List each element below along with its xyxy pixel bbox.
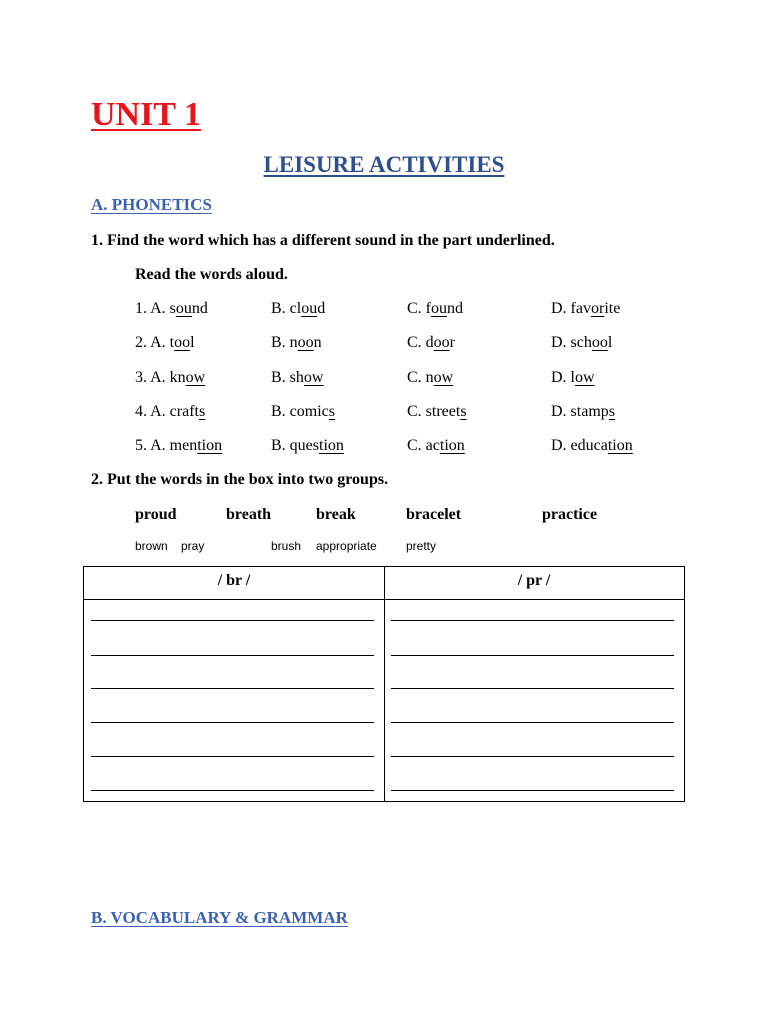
word-break: break bbox=[316, 506, 356, 523]
question-5-option-b: B. question bbox=[271, 437, 344, 454]
question-3-option-a: 3. A. know bbox=[135, 369, 206, 386]
underlined-part: ow bbox=[185, 369, 206, 386]
exercise-1-instruction: 1. Find the word which has a different sound in the part underlined. bbox=[91, 232, 555, 249]
question-5-option-d: D. education bbox=[551, 437, 633, 454]
underlined-part: ow bbox=[575, 369, 595, 386]
answer-blank-line[interactable] bbox=[391, 722, 674, 723]
question-1-option-a: 1. A. sound bbox=[135, 300, 208, 317]
word-pretty: pretty bbox=[406, 539, 437, 553]
question-1-option-b: B. cloud bbox=[271, 300, 326, 317]
table-header-br: / br / bbox=[217, 572, 251, 589]
word-proud: proud bbox=[135, 506, 177, 523]
answer-blank-line[interactable] bbox=[91, 620, 374, 621]
answer-blank-line[interactable] bbox=[391, 688, 674, 689]
answer-blank-line[interactable] bbox=[91, 688, 374, 689]
question-4-option-c: C. streets bbox=[407, 403, 467, 420]
word-breath: breath bbox=[226, 506, 272, 523]
answer-blank-line[interactable] bbox=[91, 722, 374, 723]
question-4-option-d: D. stamps bbox=[551, 403, 616, 420]
underlined-part: ou bbox=[301, 300, 318, 317]
question-2-option-b: B. noon bbox=[271, 334, 322, 351]
page-title: LEISURE ACTIVITIES bbox=[263, 152, 505, 177]
table-header-pr: / pr / bbox=[517, 572, 551, 589]
question-3-option-d: D. low bbox=[551, 369, 595, 386]
underlined-part: tion bbox=[319, 437, 344, 454]
question-2-option-d: D. school bbox=[551, 334, 613, 351]
exercise-2-instruction: 2. Put the words in the box into two groups. bbox=[91, 471, 389, 488]
word-appropriate: appropriate bbox=[316, 539, 377, 553]
answer-blank-line[interactable] bbox=[91, 655, 374, 656]
word-practice: practice bbox=[542, 506, 598, 523]
question-2-option-c: C. door bbox=[407, 334, 455, 351]
grouping-table bbox=[83, 566, 685, 802]
underlined-part: ou bbox=[431, 300, 447, 317]
section-heading-phonetics: A. PHONETICS bbox=[91, 195, 212, 214]
underlined-part: s bbox=[328, 403, 335, 420]
underlined-part: oo bbox=[174, 334, 191, 351]
question-4-option-a: 4. A. crafts bbox=[135, 403, 206, 420]
question-3-option-c: C. now bbox=[407, 369, 454, 386]
answer-blank-line[interactable] bbox=[91, 790, 374, 791]
underlined-part: oo bbox=[433, 334, 450, 351]
underlined-part: ow bbox=[303, 369, 324, 386]
question-3-option-b: B. show bbox=[271, 369, 324, 386]
answer-blank-line[interactable] bbox=[391, 620, 674, 621]
question-1-option-d: D. favorite bbox=[551, 300, 621, 317]
answer-blank-line[interactable] bbox=[391, 655, 674, 656]
word-bracelet: bracelet bbox=[406, 506, 462, 523]
underlined-part: tion bbox=[439, 437, 465, 454]
answer-blank-line[interactable] bbox=[91, 756, 374, 757]
table-divider bbox=[384, 567, 385, 801]
question-5-option-a: 5. A. mention bbox=[135, 437, 223, 454]
unit-title: UNIT 1 bbox=[91, 96, 201, 133]
word-brush: brush bbox=[271, 539, 302, 553]
question-4-option-b: B. comics bbox=[271, 403, 335, 420]
answer-blank-line[interactable] bbox=[391, 790, 674, 791]
word-brown: brown bbox=[135, 539, 168, 553]
question-1-option-c: C. found bbox=[407, 300, 463, 317]
underlined-part: s bbox=[198, 403, 206, 420]
question-2-option-a: 2. A. tool bbox=[135, 334, 195, 351]
underlined-part: ow bbox=[433, 369, 454, 386]
question-5-option-c: C. action bbox=[407, 437, 465, 454]
underlined-part: s bbox=[460, 403, 467, 420]
underlined-part: tion bbox=[607, 437, 633, 454]
underlined-part: oo bbox=[297, 334, 314, 351]
underlined-part: or bbox=[590, 300, 605, 317]
exercise-1-sub-instruction: Read the words aloud. bbox=[135, 266, 288, 283]
underlined-part: oo bbox=[591, 334, 608, 351]
table-header-rule bbox=[84, 599, 684, 600]
underlined-part: ou bbox=[175, 300, 192, 317]
answer-blank-line[interactable] bbox=[391, 756, 674, 757]
word-pray: pray bbox=[181, 539, 205, 553]
underlined-part: tion bbox=[197, 437, 223, 454]
underlined-part: s bbox=[608, 403, 616, 420]
section-heading-vocabulary-grammar: B. VOCABULARY & GRAMMAR bbox=[91, 908, 348, 927]
